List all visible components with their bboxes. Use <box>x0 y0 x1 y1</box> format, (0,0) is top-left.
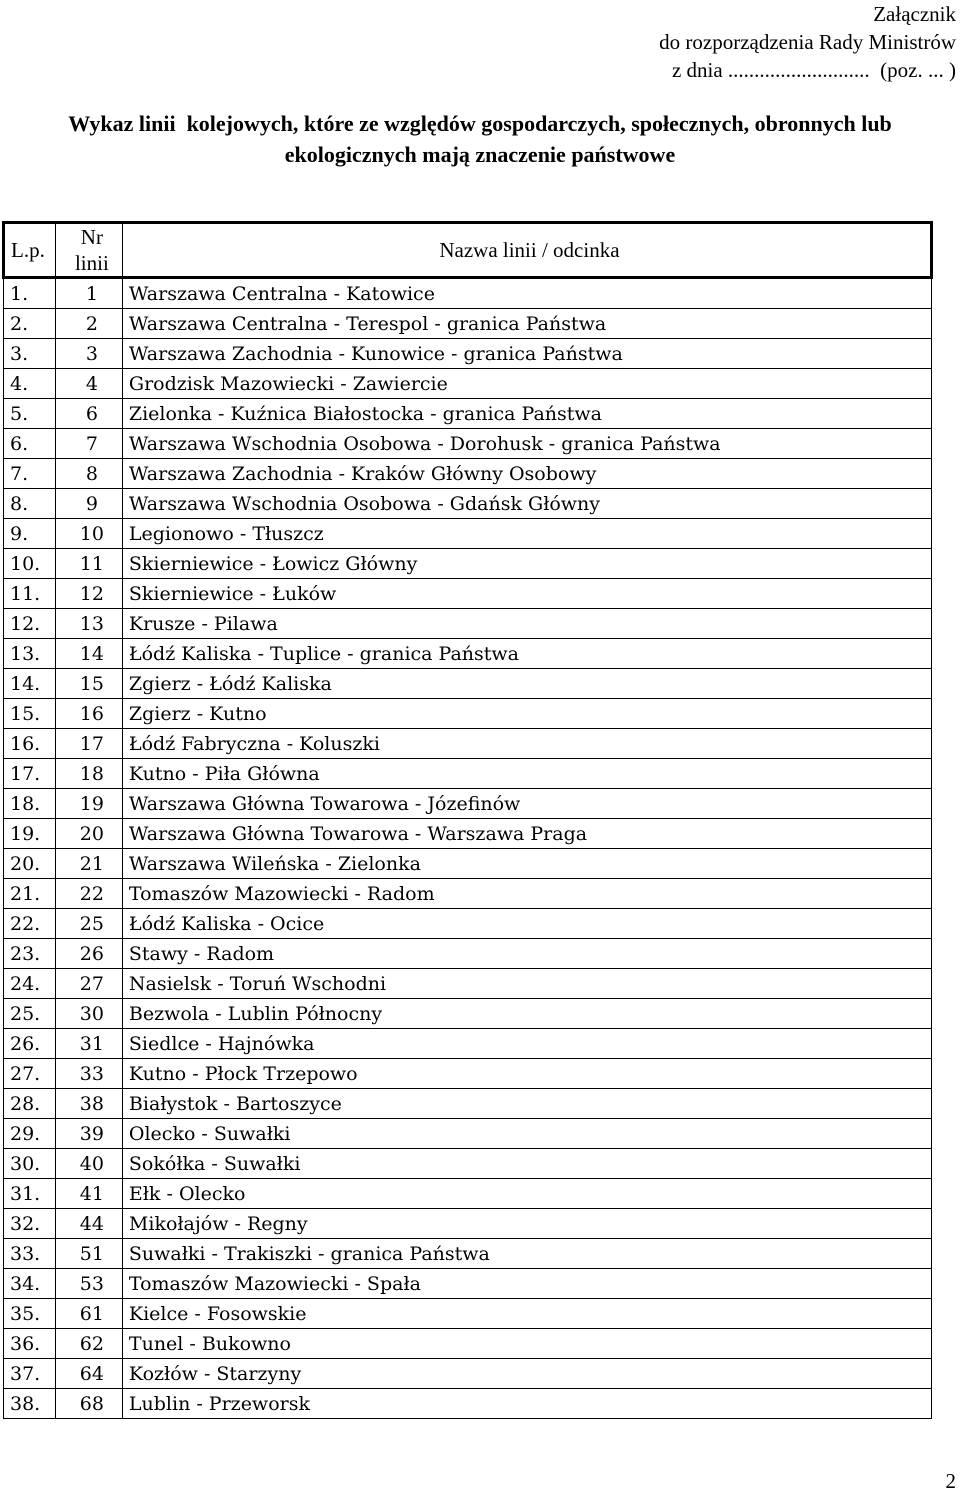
table-row <box>4 819 932 849</box>
table-row <box>4 429 932 459</box>
table-row <box>4 1149 932 1179</box>
row-line-name: Kielce - Fosowskie <box>122 1299 931 1329</box>
table-header-row <box>4 223 932 278</box>
annex-regulation: do rozporządzenia Rady Ministrów <box>659 30 956 54</box>
annex-date: z dnia ........................... (poz. ... ) <box>671 58 956 82</box>
row-lp: 23. <box>4 939 56 969</box>
annex-header <box>659 0 956 84</box>
row-line-name: Kutno - Piła Główna <box>122 759 931 789</box>
table-row <box>4 789 932 819</box>
row-lp: 13. <box>4 639 56 669</box>
header-line-number <box>55 223 122 278</box>
table-row <box>4 1359 932 1389</box>
title-line-1: Wykaz linii kolejowych, które ze względów gospodarczych, społecznych, obronnych lub <box>68 111 892 136</box>
row-line-number: 17 <box>55 729 122 759</box>
table-row <box>4 339 932 369</box>
table-body <box>4 278 932 1419</box>
row-line-number: 40 <box>55 1149 122 1179</box>
row-line-number: 9 <box>55 489 122 519</box>
railway-lines-table <box>2 221 933 1419</box>
row-lp: 22. <box>4 909 56 939</box>
row-line-name: Warszawa Główna Towarowa - Józefinów <box>122 789 931 819</box>
table-row <box>4 309 932 339</box>
row-lp: 16. <box>4 729 56 759</box>
table-row <box>4 1329 932 1359</box>
row-line-number: 14 <box>55 639 122 669</box>
row-line-name: Tunel - Bukowno <box>122 1329 931 1359</box>
row-line-number: 30 <box>55 999 122 1029</box>
row-lp: 25. <box>4 999 56 1029</box>
row-lp: 5. <box>4 399 56 429</box>
row-line-number: 8 <box>55 459 122 489</box>
table-row <box>4 549 932 579</box>
table-row <box>4 639 932 669</box>
row-lp: 31. <box>4 1179 56 1209</box>
table-row <box>4 1299 932 1329</box>
row-line-name: Lublin - Przeworsk <box>122 1389 931 1419</box>
table-row <box>4 278 932 309</box>
row-lp: 4. <box>4 369 56 399</box>
row-line-name: Kutno - Płock Trzepowo <box>122 1059 931 1089</box>
row-line-number: 41 <box>55 1179 122 1209</box>
row-line-number: 33 <box>55 1059 122 1089</box>
row-lp: 26. <box>4 1029 56 1059</box>
row-line-name: Skierniewice - Łuków <box>122 579 931 609</box>
row-line-number: 2 <box>55 309 122 339</box>
row-line-number: 13 <box>55 609 122 639</box>
row-line-name: Bezwola - Lublin Północny <box>122 999 931 1029</box>
row-lp: 24. <box>4 969 56 999</box>
row-line-number: 16 <box>55 699 122 729</box>
row-lp: 7. <box>4 459 56 489</box>
row-line-name: Tomaszów Mazowiecki - Spała <box>122 1269 931 1299</box>
row-line-number: 11 <box>55 549 122 579</box>
row-lp: 36. <box>4 1329 56 1359</box>
row-lp: 35. <box>4 1299 56 1329</box>
row-line-name: Zielonka - Kuźnica Białostocka - granica Państwa <box>122 399 931 429</box>
table-row <box>4 1059 932 1089</box>
row-lp: 32. <box>4 1209 56 1239</box>
page-number: 2 <box>945 1469 956 1493</box>
header-line-name: Nazwa linii / odcinka <box>122 223 931 278</box>
row-lp: 14. <box>4 669 56 699</box>
table-row <box>4 759 932 789</box>
table-row <box>4 909 932 939</box>
header-nr-line2: linii <box>74 251 109 275</box>
header-nr-line1: Nr <box>80 225 103 249</box>
row-line-number: 6 <box>55 399 122 429</box>
row-lp: 6. <box>4 429 56 459</box>
row-line-name: Łódź Fabryczna - Koluszki <box>122 729 931 759</box>
header-lp: L.p. <box>4 223 56 278</box>
table-row <box>4 1239 932 1269</box>
row-line-name: Białystok - Bartoszyce <box>122 1089 931 1119</box>
table-row <box>4 669 932 699</box>
table-row <box>4 1389 932 1419</box>
row-line-number: 15 <box>55 669 122 699</box>
row-line-name: Ełk - Olecko <box>122 1179 931 1209</box>
row-line-number: 51 <box>55 1239 122 1269</box>
annex-title: Załącznik <box>873 2 956 26</box>
row-line-name: Sokółka - Suwałki <box>122 1149 931 1179</box>
row-lp: 17. <box>4 759 56 789</box>
row-line-number: 7 <box>55 429 122 459</box>
row-line-number: 25 <box>55 909 122 939</box>
row-line-name: Siedlce - Hajnówka <box>122 1029 931 1059</box>
table-row <box>4 999 932 1029</box>
row-lp: 3. <box>4 339 56 369</box>
table-row <box>4 369 932 399</box>
row-lp: 34. <box>4 1269 56 1299</box>
row-line-number: 1 <box>55 278 122 309</box>
table-row <box>4 1029 932 1059</box>
row-line-number: 38 <box>55 1089 122 1119</box>
row-line-number: 53 <box>55 1269 122 1299</box>
row-line-name: Warszawa Wschodnia Osobowa - Dorohusk - granica Państwa <box>122 429 931 459</box>
row-line-name: Warszawa Zachodnia - Kunowice - granica Państwa <box>122 339 931 369</box>
row-line-number: 44 <box>55 1209 122 1239</box>
row-line-name: Suwałki - Trakiszki - granica Państwa <box>122 1239 931 1269</box>
row-lp: 28. <box>4 1089 56 1119</box>
row-line-number: 10 <box>55 519 122 549</box>
table-row <box>4 879 932 909</box>
table-row <box>4 489 932 519</box>
row-line-name: Krusze - Pilawa <box>122 609 931 639</box>
row-line-name: Zgierz - Łódź Kaliska <box>122 669 931 699</box>
row-line-number: 4 <box>55 369 122 399</box>
table-row <box>4 939 932 969</box>
table-row <box>4 1179 932 1209</box>
row-lp: 11. <box>4 579 56 609</box>
table-row <box>4 399 932 429</box>
row-lp: 21. <box>4 879 56 909</box>
row-line-number: 26 <box>55 939 122 969</box>
row-line-number: 19 <box>55 789 122 819</box>
row-line-name: Nasielsk - Toruń Wschodni <box>122 969 931 999</box>
row-line-name: Stawy - Radom <box>122 939 931 969</box>
row-line-number: 20 <box>55 819 122 849</box>
row-line-number: 3 <box>55 339 122 369</box>
row-line-name: Warszawa Wschodnia Osobowa - Gdańsk Główny <box>122 489 931 519</box>
row-line-number: 61 <box>55 1299 122 1329</box>
row-line-name: Legionowo - Tłuszcz <box>122 519 931 549</box>
table-row <box>4 459 932 489</box>
row-lp: 15. <box>4 699 56 729</box>
table-row <box>4 609 932 639</box>
table-row <box>4 1119 932 1149</box>
row-lp: 19. <box>4 819 56 849</box>
row-line-name: Warszawa Wileńska - Zielonka <box>122 849 931 879</box>
row-line-name: Warszawa Centralna - Terespol - granica Państwa <box>122 309 931 339</box>
table-row <box>4 969 932 999</box>
row-line-name: Warszawa Główna Towarowa - Warszawa Praga <box>122 819 931 849</box>
row-line-name: Warszawa Zachodnia - Kraków Główny Osobowy <box>122 459 931 489</box>
table-row <box>4 1089 932 1119</box>
title-line-2: ekologicznych mają znaczenie państwowe <box>284 142 676 167</box>
row-line-name: Łódź Kaliska - Tuplice - granica Państwa <box>122 639 931 669</box>
row-lp: 9. <box>4 519 56 549</box>
row-line-name: Kozłów - Starzyny <box>122 1359 931 1389</box>
row-lp: 20. <box>4 849 56 879</box>
row-lp: 10. <box>4 549 56 579</box>
row-line-name: Tomaszów Mazowiecki - Radom <box>122 879 931 909</box>
row-line-number: 39 <box>55 1119 122 1149</box>
row-lp: 38. <box>4 1389 56 1419</box>
table-row <box>4 1269 932 1299</box>
row-line-number: 21 <box>55 849 122 879</box>
document-title <box>0 108 960 170</box>
row-line-name: Skierniewice - Łowicz Główny <box>122 549 931 579</box>
row-line-name: Zgierz - Kutno <box>122 699 931 729</box>
row-line-number: 22 <box>55 879 122 909</box>
row-line-number: 18 <box>55 759 122 789</box>
row-line-name: Łódź Kaliska - Ocice <box>122 909 931 939</box>
table-row <box>4 849 932 879</box>
row-lp: 8. <box>4 489 56 519</box>
row-lp: 37. <box>4 1359 56 1389</box>
row-line-name: Warszawa Centralna - Katowice <box>122 278 931 309</box>
table-row <box>4 1209 932 1239</box>
row-lp: 33. <box>4 1239 56 1269</box>
row-line-number: 64 <box>55 1359 122 1389</box>
row-line-number: 68 <box>55 1389 122 1419</box>
row-line-number: 27 <box>55 969 122 999</box>
row-lp: 18. <box>4 789 56 819</box>
table-row <box>4 579 932 609</box>
row-line-name: Grodzisk Mazowiecki - Zawiercie <box>122 369 931 399</box>
row-lp: 2. <box>4 309 56 339</box>
row-lp: 30. <box>4 1149 56 1179</box>
table-row <box>4 699 932 729</box>
row-line-number: 12 <box>55 579 122 609</box>
row-line-number: 62 <box>55 1329 122 1359</box>
row-lp: 12. <box>4 609 56 639</box>
row-lp: 1. <box>4 278 56 309</box>
row-lp: 27. <box>4 1059 56 1089</box>
row-line-number: 31 <box>55 1029 122 1059</box>
table-row <box>4 519 932 549</box>
row-lp: 29. <box>4 1119 56 1149</box>
table-row <box>4 729 932 759</box>
row-line-name: Olecko - Suwałki <box>122 1119 931 1149</box>
row-line-name: Mikołajów - Regny <box>122 1209 931 1239</box>
